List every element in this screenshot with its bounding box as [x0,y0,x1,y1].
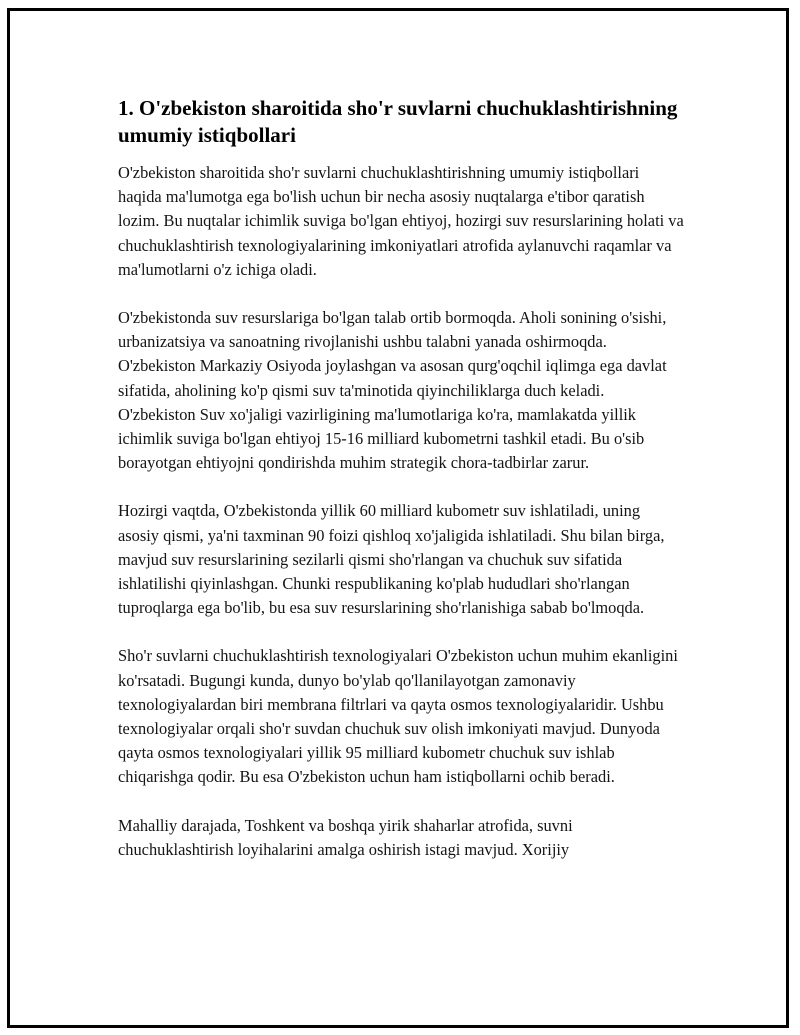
paragraph-intro: O'zbekiston sharoitida sho'r suvlarni chuchuklashtirishning umumiy istiqbollari haqida ma'lumotga ega bo'lish uchun bir necha asosiy nuqtalarga e'tibor qaratish lozim. Bu nuqtalar ichimlik suviga bo'lgan ehtiyoj, hozirgi suv resurslarining holati va chuchuklashtirish texnologiyalarining imkoniyatlari atrofida aylanuvchi raqamlar va ma'lumotlarni o'z ichiga oladi. [118,163,684,279]
section-heading: 1. O'zbekiston sharoitida sho'r suvlarni chuchuklashtirishning umumiy istiqbollari [118,96,678,147]
paragraph-local-projects: Mahalliy darajada, Toshkent va boshqa yirik shaharlar atrofida, suvni chuchuklashtirish loyihalarini amalga oshirish istagi mavjud. Xorijiy [118,815,573,859]
paragraph-desalination-technology: Sho'r suvlarni chuchuklashtirish texnologiyalari O'zbekiston uchun muhim ekanligini ko'rsatadi. Bugungi kunda, dunyo bo'ylab qo'llanilayotgan zamonaviy texnologiyalardan biri membrana filtrlari va qayta osmos texnologiyalaridir. Ushbu texnologiyalar orqali sho'r suvdan chuchuk suv olish imkoniyati mavjud. Dunyoda qayta osmos texnologiyalari yillik 95 milliard kubometr chuchuk suv ishlab chiqarishga qodir. Bu esa O'zbekiston uchun ham istiqbollarni ochib beradi. [118,646,678,787]
document-body [118,95,684,886]
paragraph-water-demand: O'zbekistonda suv resurslariga bo'lgan talab ortib bormoqda. Aholi sonining o'sishi, urbanizatsiya va sanoatning rivojlanishi ushbu talabni yanada oshirmoqda. O'zbekiston Markaziy Osiyoda joylashgan va asosan qurg'oqchil iqlimga ega davlat sifatida, aholining ko'p qismi suv ta'minotida qiyinchiliklarga duch keladi. O'zbekiston Suv xo'jaligi vazirligining ma'lumotlariga ko'ra, mamlakatda yillik ichimlik suviga bo'lgan ehtiyoj 15-16 milliard kubometrni tashkil etadi. Bu o'sib borayotgan ehtiyojni qondirishda muhim strategik chora-tadbirlar zarur. [118,308,667,473]
paragraph-water-usage: Hozirgi vaqtda, O'zbekistonda yillik 60 milliard kubometr suv ishlatiladi, uning asosiy qismi, ya'ni taxminan 90 foizi qishloq xo'jaligida ishlatiladi. Shu bilan birga, mavjud suv resurslarining sezilarli qismi sho'rlangan va chuchuk suv sifatida ishlatilishi qiyinlashgan. Chunki respublikaning ko'plab hududlari sho'rlangan tuproqlarga ega bo'lib, bu esa suv resurslarining sho'rlanishiga sabab bo'lmoqda. [118,501,665,618]
